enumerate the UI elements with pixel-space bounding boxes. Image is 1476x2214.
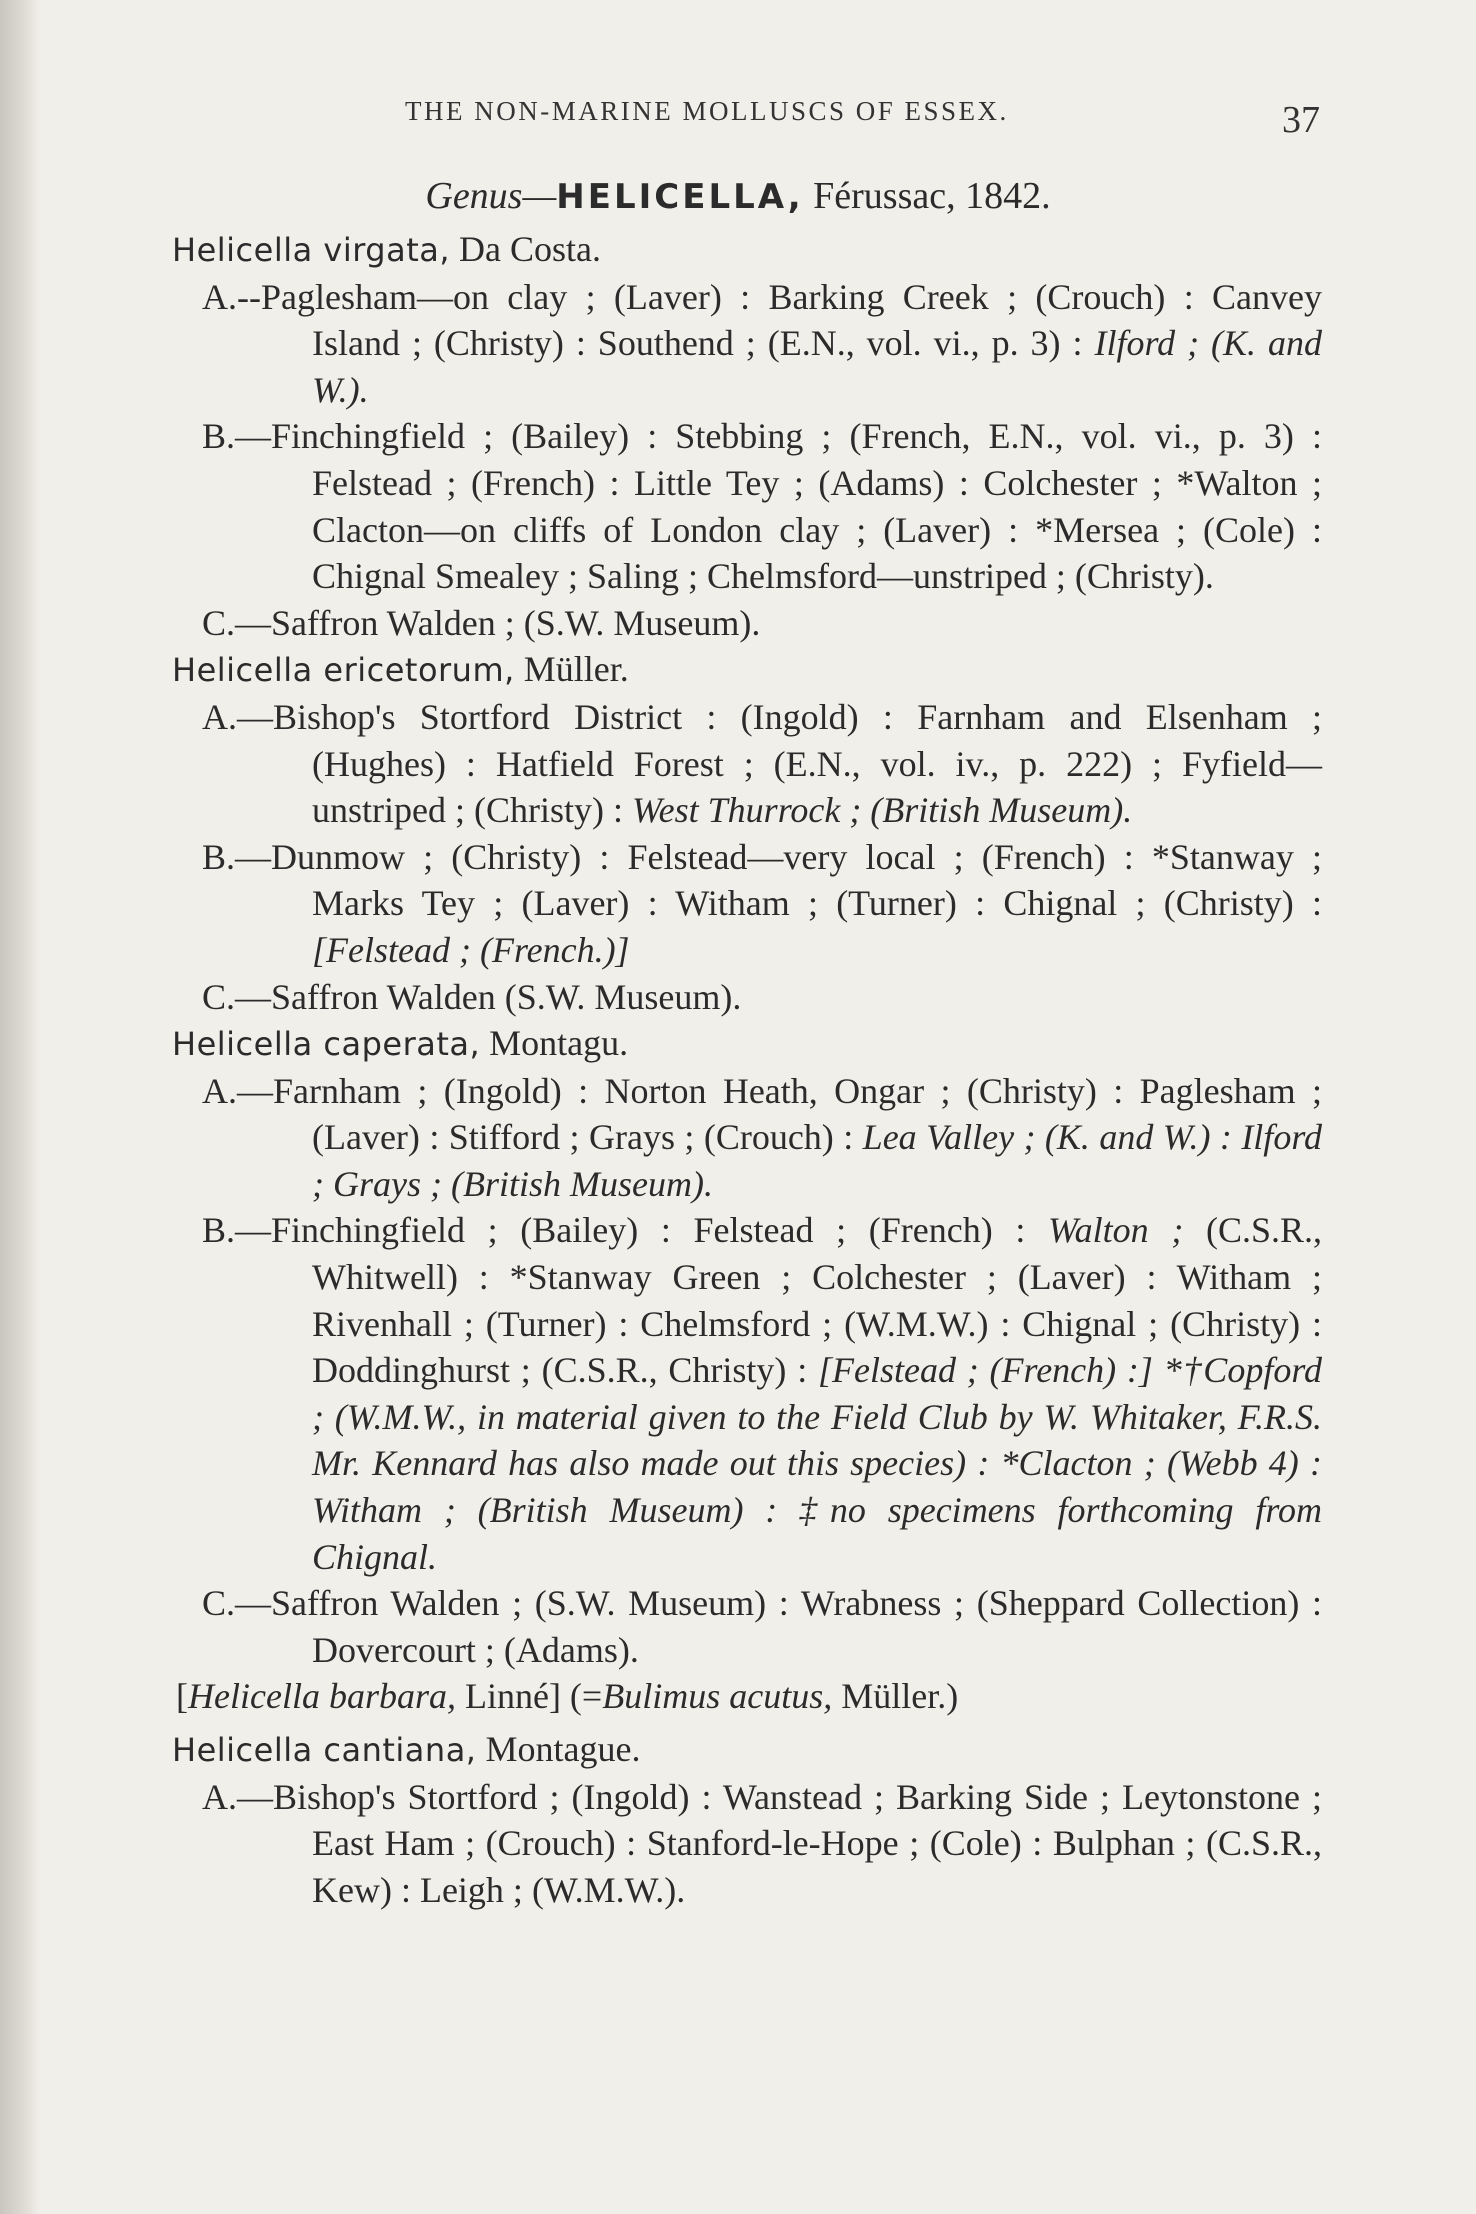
species-name: Helicella cantiana, [172,1731,477,1769]
species-name: Helicella ericetorum, [172,651,515,690]
text-segment: C.—Saffron Walden ; (S.W. Museum). [202,602,761,643]
locality-entry [172,1207,1322,1580]
text-segment: C.—Saffron Walden ; (S.W. Museum) : Wrabness ; (Sheppard Collection) : Dovercourt ; (Adams). [202,1583,1322,1670]
species-authority: Da Costa. [450,229,602,269]
species-heading [172,1726,1322,1774]
italic-segment: Ilford ; (K. and W.). [312,323,1323,410]
running-title: THE NON-MARINE MOLLUSCS OF ESSEX. [405,96,1009,126]
barbara-close: Müller.) [832,1676,959,1717]
text-segment: B.—Dunmow ; (Christy) : Felstead—very local ; (French) : *Stanway ; Marks Tey ; (Laver) : Witham ; (Turner) : Chignal ; (Christy) : [202,836,1322,924]
italic-segment: West Thurrock ; (British Museum). [631,790,1133,831]
species-name: Helicella virgata, [172,231,451,269]
species-authority: Montagu. [480,1023,629,1064]
species-authority: Müller. [514,649,629,690]
text-segment: B.—Finchingfield ; (Bailey) : Stebbing ; (French, E.N., vol. vi., p. 3) : Felstead ; (French) : Little Tey ; (Adams) : Colchester ; *Walton ; Clacton—on cliffs of London clay ; (Laver) : *Mersea ; (Cole) : Chignal Smealey ; Saling ; Chelmsford—unstriped ; (Christy). [202,416,1322,597]
text-segment: C.—Saffron Walden (S.W. Museum). [202,976,742,1017]
species-authority: Montague. [485,1729,641,1769]
italic-segment: Walton ; [1047,1210,1184,1251]
species-heading [172,226,1322,274]
italic-segment: Lea Valley ; (K. and W.) : Ilford ; Grays ; (British Museum). [312,1117,1322,1204]
locality-entry [172,694,1322,834]
locality-entry [172,600,1322,647]
barbara-mid: Linné] (= [455,1676,603,1717]
species-heading [172,1020,1322,1068]
text-segment: (C.S.R., Whitwell) : *Stanway Green ; Colchester ; (Laver) : Witham ; Rivenhall ; (Turner) : Chelmsford ; (W.M.W.) : Chignal ; (Christy) : Doddinghurst ; (C.S.R., Christy) : [312,1210,1322,1391]
locality-entry [172,274,1322,414]
text-segment: A.--Paglesham—on clay ; (Laver) : Barking Creek ; (Crouch) : Canvey Island ; (Christy) : Southend ; (E.N., vol. vi., p. 3) : [202,276,1322,364]
barbara-name: Helicella barbara, [188,1676,456,1717]
text-segment: A.—Farnham ; (Ingold) : Norton Heath, Ongar ; (Christy) : Paglesham ; (Laver) : Stifford ; Grays ; (Crouch) : [202,1070,1322,1158]
locality-entry [172,834,1322,974]
text-segment: B.—Finchingfield ; (Bailey) : Felstead ; (French) : [202,1210,1048,1251]
species-heading [172,646,1322,694]
bracket-open: [ [176,1676,188,1717]
locality-entry [172,974,1322,1021]
genus-heading [0,172,1476,221]
text-segment: A.—Bishop's Stortford District : (Ingold) : Farnham and Elsenham ; (Hughes) : Hatfield Forest ; (E.N., vol. iv., p. 222) ; Fyfield—unstriped ; (Christy) : [202,696,1322,831]
species-list [172,226,1322,1913]
genus-name: HELICELLA, [556,177,804,217]
locality-entry [172,413,1322,599]
genus-authority: Férussac, 1842. [813,175,1051,217]
genus-label: Genus— [425,175,557,217]
locality-entry: A.—Bishop's Stortford ; (Ingold) : Wanstead ; Barking Side ; Leytonstone ; East Ham ; (Crouch) : Stanford-le-Hope ; (Cole) : Bulphan ; (C.S.R., Kew) : Leigh ; (W.M.W.). [202,1776,1322,1910]
species-name: Helicella caperata, [172,1025,481,1064]
locality-entry [172,1580,1322,1673]
page-number: 37 [1282,99,1320,141]
barbara-note [172,1673,1322,1720]
species-container [172,226,1322,1673]
italic-segment: [Felstead ; (French) :] *†Copford ; (W.M.W., in material given to the Field Club by W. Whitaker, F.R.S. Mr. Kennard has also made out this species) : *Clacton ; (Webb 4) : Witham ; (British Museum) : ‡no specimens forthcoming from Chignal. [312,1350,1322,1577]
italic-segment: [Felstead ; (French.)] [312,929,630,970]
barbara-synonym: Bulimus acutus, [602,1676,833,1717]
locality-entry [172,1068,1322,1208]
